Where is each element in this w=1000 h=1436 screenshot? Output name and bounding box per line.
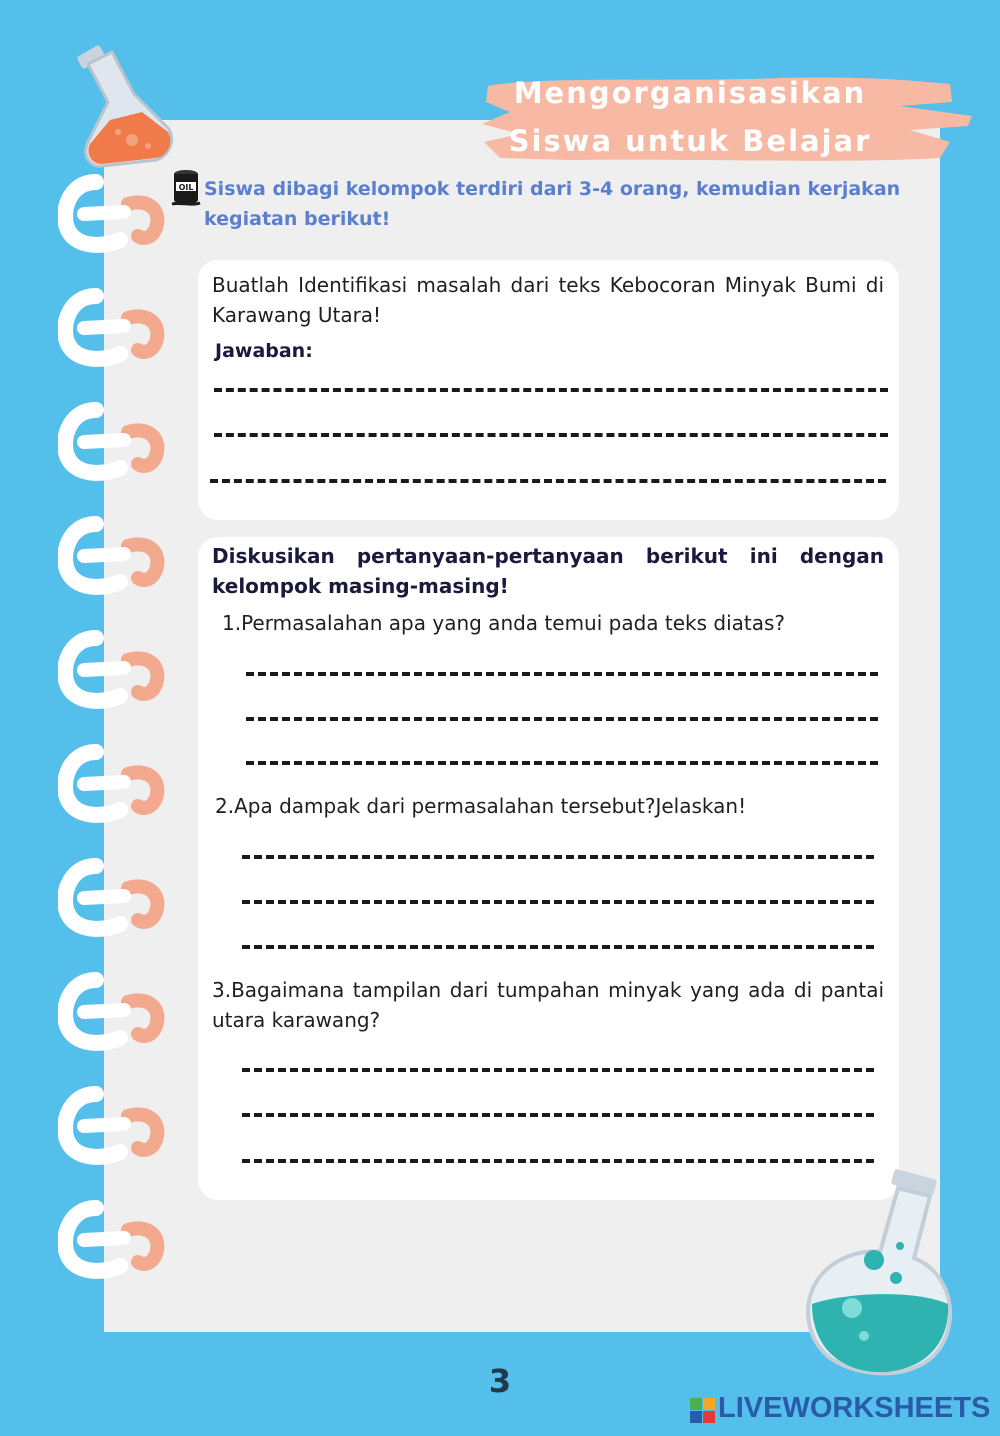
round-flask-icon xyxy=(800,1168,960,1388)
liveworksheets-logo-icon xyxy=(690,1398,716,1424)
answer-line[interactable] xyxy=(246,672,878,676)
answer-line[interactable] xyxy=(210,479,886,483)
answer-line[interactable] xyxy=(214,388,888,392)
spiral-ring-icon xyxy=(58,514,168,598)
spiral-ring-icon xyxy=(58,1198,168,1282)
question-1: 1.Permasalahan apa yang anda temui pada teks diatas? xyxy=(222,611,786,635)
answer-line[interactable] xyxy=(242,1068,874,1072)
question-3: 3.Bagaimana tampilan dari tumpahan minyak yang ada di pantai utara karawang? xyxy=(212,978,884,1032)
page-number: 3 xyxy=(488,1362,512,1400)
spiral-ring-icon xyxy=(58,970,168,1054)
instruction-text: Siswa dibagi kelompok terdiri dari 3-4 orang, kemudian kerjakan kegiatan berikut! xyxy=(204,178,901,230)
task1-prompt: Buatlah Identifikasi masalah dari teks Kebocoran Minyak Bumi di Karawang Utara! xyxy=(212,273,884,327)
discussion-heading: Diskusikan pertanyaan-pertanyaan berikut ini dengan kelompok masing-masing! xyxy=(212,544,884,598)
title-line-1: Mengorganisasikan xyxy=(513,76,867,110)
spiral-ring-icon xyxy=(58,1084,168,1168)
answer-line[interactable] xyxy=(242,900,874,904)
spiral-ring-icon xyxy=(58,400,168,484)
erlenmeyer-flask-icon xyxy=(72,42,182,172)
answer-line[interactable] xyxy=(214,433,888,437)
spiral-ring-icon xyxy=(58,172,168,256)
oil-barrel-icon xyxy=(170,168,202,206)
answer-line[interactable] xyxy=(242,855,874,859)
answer-line[interactable] xyxy=(242,1113,874,1117)
discussion-card xyxy=(198,537,899,1200)
spiral-ring-icon xyxy=(58,856,168,940)
answer-line[interactable] xyxy=(242,945,874,949)
title-line-2: Siswa untuk Belajar xyxy=(508,124,872,158)
section-title xyxy=(480,72,980,164)
question-2: 2.Apa dampak dari permasalahan tersebut?Jelaskan! xyxy=(215,794,747,818)
brand-text: LIVEWORKSHEETS xyxy=(718,1392,991,1424)
answer-line[interactable] xyxy=(246,717,878,721)
spiral-ring-icon xyxy=(58,742,168,826)
answer-line[interactable] xyxy=(242,1159,874,1163)
spiral-ring-icon xyxy=(58,286,168,370)
svg-text:OIL: OIL xyxy=(178,183,194,192)
answer-label: Jawaban: xyxy=(215,340,313,362)
answer-line[interactable] xyxy=(246,761,878,765)
identification-card xyxy=(198,260,899,520)
spiral-ring-icon xyxy=(58,628,168,712)
